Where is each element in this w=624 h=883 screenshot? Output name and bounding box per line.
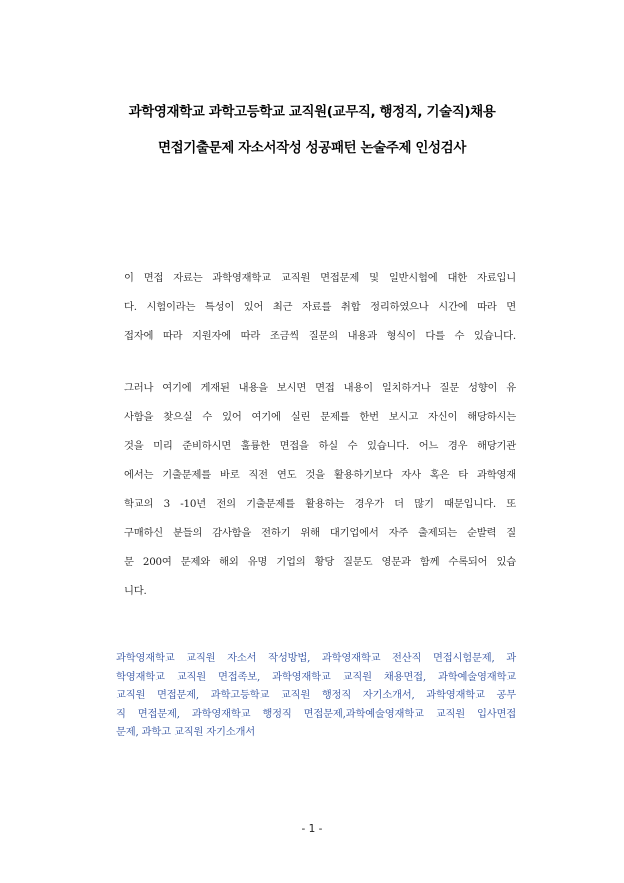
intro-paragraph xyxy=(124,264,516,351)
paragraph-line: 것을 미리 준비하시면 훌륭한 면접을 하실 수 있습니다. 어느 경우 해당기관 xyxy=(124,440,516,452)
paragraph-line: 문 200여 문제와 해외 유명 기업의 황당 질문도 영문과 함께 수록되어 있습 xyxy=(124,556,516,568)
paragraph-line: 구매하신 분들의 감사함을 전하기 위해 대기업에서 자주 출제되는 순발력 질 xyxy=(124,527,516,539)
paragraph-line: 그러나 여기에 게재된 내용을 보시면 면접 내용이 일치하거나 질문 성향이 유 xyxy=(124,382,516,394)
paragraph-line: 니다. xyxy=(124,585,147,597)
document-title-line-2: 면접기출문제 자소서작성 성공패턴 논술주제 인성검사 xyxy=(158,140,466,156)
keyword-line: 문제, 과학고 교직원 자기소개서 xyxy=(116,726,255,738)
paragraph-line: 접자에 따라 지원자에 따라 조금씩 질문의 내용과 형식이 다를 수 있습니다. xyxy=(124,330,516,342)
keyword-line: 직 면접문제, 과학영재학교 행정직 면접문제,과학예술영재학교 교직원 입사면접 xyxy=(116,707,516,720)
paragraph-line: 다. 시험이라는 특성이 있어 최근 자료를 취합 정리하였으나 시간에 따라 면 xyxy=(124,301,516,313)
keyword-line: 교직원 면접문제, 과학고등학교 교직원 행정직 자기소개서, 과학영재학교 공무 xyxy=(116,689,516,701)
keyword-line: 학영재학교 교직원 면접족보, 과학영재학교 교직원 채용면접, 과학예술영재학교 xyxy=(116,670,516,683)
paragraph-line: 이 면접 자료는 과학영재학교 교직원 면접문제 및 일반시험에 대한 자료입니 xyxy=(124,272,516,284)
paragraph-line: 사함을 찾으실 수 있어 여기에 실린 문제를 한번 보시고 자신이 해당하시는 xyxy=(124,411,516,423)
body-paragraph xyxy=(124,374,516,606)
paragraph-line: 학교의 3 -10년 전의 기출문제를 활용하는 경우가 더 많기 때문입니다. 또 xyxy=(124,498,516,510)
keyword-line: 과학영재학교 교직원 자소서 작성방법, 과학영재학교 전산직 면접시험문제, 과 xyxy=(116,652,516,664)
keyword-list xyxy=(116,649,516,742)
page-number: - 1 - xyxy=(301,823,323,835)
paragraph-line: 에서는 기출문제를 바로 직전 연도 것을 활용하기보다 자사 혹은 타 과학영재 xyxy=(124,469,516,481)
document-title-line-1: 과학영재학교 과학고등학교 교직원(교무직, 행정직, 기술직)채용 xyxy=(128,104,496,120)
